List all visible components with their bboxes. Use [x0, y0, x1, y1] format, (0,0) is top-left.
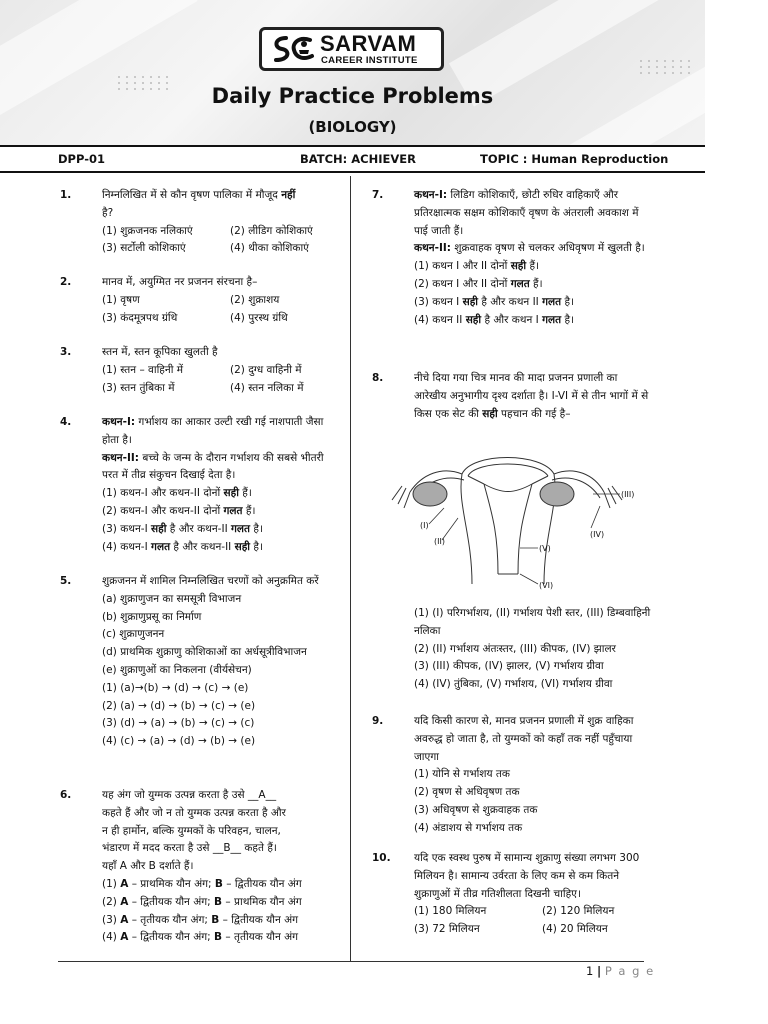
batch-label: BATCH: ACHIEVER — [300, 152, 416, 166]
dot-pattern-right — [640, 60, 692, 74]
right-fimbriae — [604, 486, 622, 508]
option-4: (4) पुरस्थ ग्रंथि — [230, 311, 288, 324]
question-stem: मानव में, अयुग्मित नर प्रजनन संरचना है– — [102, 276, 258, 288]
left-ovary — [413, 482, 447, 506]
label-iii: (III) — [621, 490, 635, 499]
label-i: (I) — [420, 521, 429, 530]
question-number: 8. — [372, 372, 384, 384]
option-4: (4) स्तन नलिका में — [230, 381, 304, 394]
option-2: (2) लीडिग कोशिकाएं — [230, 224, 313, 237]
option-2: (2) 120 मिलियन — [542, 905, 615, 918]
label-vi: (VI) — [539, 581, 554, 590]
step-c: (c) शुक्राणुजनन — [102, 628, 165, 641]
option-1: (1) कथन I और II दोनों सही हैं। — [414, 260, 539, 273]
logo-mark-icon — [268, 34, 316, 64]
dpp-label: DPP-01 — [58, 152, 105, 166]
topic-label: TOPIC : Human Reproduction — [480, 152, 669, 166]
page-separator: | — [596, 964, 602, 978]
label-v: (V) — [539, 544, 551, 553]
option-1: (1) कथन-I और कथन-II दोनों सही हैं। — [102, 487, 252, 500]
uterus-fundus — [462, 458, 554, 475]
stem-line: यहाँ A और B दर्शाते हैं। — [102, 860, 194, 873]
option-3: (3) A – तृतीयक यौन अंग; B – द्वितीयक यौन अंग — [102, 913, 299, 926]
label-ii: (II) — [434, 537, 445, 546]
option-2: (2) कथन-I और कथन-II दोनों गलत हैं। — [102, 504, 256, 517]
page-num-value: 1 — [586, 964, 594, 978]
option-1: (1) वृषण — [102, 293, 140, 306]
question-number: 4. — [60, 416, 72, 428]
option-3: (3) (d) → (a) → (b) → (c) → (c) — [102, 717, 255, 730]
question-number: 9. — [372, 715, 384, 727]
right-ovary — [540, 482, 574, 506]
option-1: (1) (I) परिगर्भाशय, (II) गर्भाशय पेशी स्तर, (III) डिम्बवाहिनी नलिका — [414, 607, 651, 637]
stem-line: कहते हैं और जो न तो युग्मक उत्पन्न करता है और — [102, 806, 286, 819]
option-2: (2) (a) → (d) → (b) → (c) → (e) — [102, 699, 256, 712]
question-number: 1. — [60, 189, 72, 201]
option-1: (1) योनि से गर्भाशय तक — [414, 768, 510, 781]
option-2: (2) (II) गर्भाशय अंतःस्तर, (III) कीपक, (IV) झालर — [414, 642, 616, 655]
option-4: (4) कथन II सही है और कथन I गलत है। — [414, 313, 575, 326]
stem-emphasis: सही — [482, 407, 498, 420]
option-2: (2) वृषण से अधिवृषण तक — [414, 786, 520, 799]
label-iv: (IV) — [590, 530, 605, 539]
question-stem: यदि किसी कारण से, मानव प्रजनन प्रणाली में शुक्र वाहिका अवरुद्ध हो जाता है, तो युग्मकों को कहाँ तक नहीं पहुँचाया जाएगा — [414, 715, 634, 763]
statement-1: गर्भाशय का आकार उल्टी रखी गई नाशपाती जैसा होता है। — [102, 416, 324, 446]
uterus-left-wall — [461, 474, 472, 584]
stem-line: न ही हार्मोन, बल्कि युग्मकों के परिवहन, चालन, — [102, 824, 281, 837]
stem-line: भंडारण में मदद करता है उसे __B__ कहते हैं। — [102, 842, 277, 855]
option-1: (1) शुक्रजनक नलिकाएं — [102, 224, 193, 237]
stem-emphasis: नहीं — [281, 189, 296, 201]
stem-end: पहचान की गई है– — [501, 407, 571, 420]
question-number: 2. — [60, 276, 72, 288]
female-reproductive-diagram — [372, 444, 662, 598]
brand-name: SARVAM — [320, 31, 417, 56]
step-b: (b) शुक्राणुप्रसू का निर्माण — [102, 610, 202, 623]
option-1: (1) (a)→(b) → (d) → (c) → (e) — [102, 681, 249, 694]
option-3: (3) कथन I सही है और कथन II गलत है। — [414, 295, 575, 308]
stem-end: है? — [102, 206, 114, 219]
option-3: (3) स्तन तुंबिका में — [102, 381, 175, 394]
step-e: (e) शुक्राणुओं का निकलना (वीर्यसेचन) — [102, 663, 252, 676]
option-4: (4) अंडाशय से गर्भाशय तक — [414, 821, 523, 834]
brand-subtitle: CAREER INSTITUTE — [321, 55, 418, 66]
question-stem: यदि एक स्वस्थ पुरुष में सामान्य शुक्राणु संख्या लगभग 300 मिलियन है। सामान्य उर्वरता के लिए कम से कम कितने शुक्राणुओं में तीव्र गतिशीलता दिखनी चाहिए। — [414, 852, 640, 900]
option-4: (4) A – द्वितीयक यौन अंग; B – तृतीयक यौन अंग — [102, 931, 299, 944]
option-2: (2) A – द्वितीयक यौन अंग; B – प्राथमिक यौन अंग — [102, 895, 302, 908]
option-2: (2) दुग्ध वाहिनी में — [230, 363, 302, 376]
question-stem: नीचे दिया गया चित्र मानव की मादा प्रजनन प्रणाली का आरेखीय अनुभागीय दृश्य दर्शाता है। I-VI में से तीन भागों में से किस एक सेट की — [414, 372, 649, 420]
question-number: 7. — [372, 189, 384, 201]
option-2: (2) कथन I और II दोनों गलत हैं। — [414, 277, 543, 290]
footer-divider — [58, 961, 644, 962]
option-3: (3) कथन-I सही है और कथन-II गलत है। — [102, 522, 263, 535]
option-3: (3) 72 मिलियन — [414, 923, 480, 936]
option-1: (1) A – प्राथमिक यौन अंग; B – द्वितीयक यौन अंग — [102, 877, 302, 890]
option-3: (3) कंदमूत्रपथ ग्रंथि — [102, 311, 178, 324]
header-banner — [0, 0, 705, 145]
option-4: (4) (IV) तुंबिका, (V) गर्भाशय, (VI) गर्भाशय ग्रीवा — [414, 678, 613, 691]
option-4: (4) थीका कोशिकाएं — [230, 242, 309, 255]
option-1: (1) स्तन – वाहिनी में — [102, 363, 184, 376]
statement-2-label: कथन-II: — [414, 242, 451, 255]
question-number: 6. — [60, 789, 72, 801]
question-number: 10. — [372, 852, 391, 864]
statement-1: लिडिग कोशिकाएँ, छोटी रुधिर वाहिकाएँ और प्रतिरक्षात्मक सक्षम कोशिकाएँ वृषण के अंतराली अवकाश में पाई जाती हैं। — [414, 189, 639, 237]
stem-line: यह अंग जो युग्मक उत्पन्न करता है उसे __A__ — [102, 789, 277, 801]
question-stem: स्तन में, स्तन कूपिका खुलती है — [102, 346, 218, 358]
page-word: P a g e — [604, 964, 655, 978]
option-3: (3) अधिवृषण से शुक्रवाहक तक — [414, 803, 538, 816]
option-1: (1) 180 मिलियन — [414, 905, 487, 918]
statement-2-label: कथन-II: — [102, 451, 139, 464]
question-number: 3. — [60, 346, 72, 358]
step-d: (d) प्राथमिक शुक्राणु कोशिकाओं का अर्धसूत्रीविभाजन — [102, 646, 307, 659]
sarvam-logo — [259, 27, 444, 71]
statement-2: बच्चे के जन्म के दौरान गर्भाशय की सबसे भीतरी परत में तीव्र संकुचन दिखाई देता है। — [102, 451, 324, 482]
statement-1-label: कथन-I: — [414, 189, 448, 201]
step-a: (a) शुक्राणुजन का समसूत्री विभाजन — [102, 592, 242, 605]
option-4: (4) कथन-I गलत है और कथन-II सही है। — [102, 540, 263, 553]
question-number: 5. — [60, 575, 72, 587]
subject-label: (BIOLOGY) — [308, 118, 397, 136]
option-4: (4) (c) → (a) → (d) → (b) → (e) — [102, 735, 256, 748]
question-stem: शुक्रजनन में शामिल निम्नलिखित चरणों को अनुक्रमित करें — [102, 575, 319, 587]
page-number — [586, 964, 655, 978]
option-3: (3) सर्टोली कोशिकाएं — [102, 242, 186, 255]
left-fimbriae — [392, 486, 410, 508]
option-4: (4) 20 मिलियन — [542, 923, 608, 936]
question-stem: निम्नलिखित में से कौन वृषण पालिका में मौजूद — [102, 189, 278, 201]
option-3: (3) (III) कीपक, (IV) झालर, (V) गर्भाशय ग्रीवा — [414, 660, 604, 673]
statement-2: शुक्रवाहक वृषण से चलकर अधिवृषण में खुलती है। — [454, 242, 645, 255]
option-2: (2) शुक्राशय — [230, 293, 280, 306]
info-bar — [0, 145, 705, 173]
statement-1-label: कथन-I: — [102, 416, 136, 428]
page-title: Daily Practice Problems — [211, 84, 494, 108]
